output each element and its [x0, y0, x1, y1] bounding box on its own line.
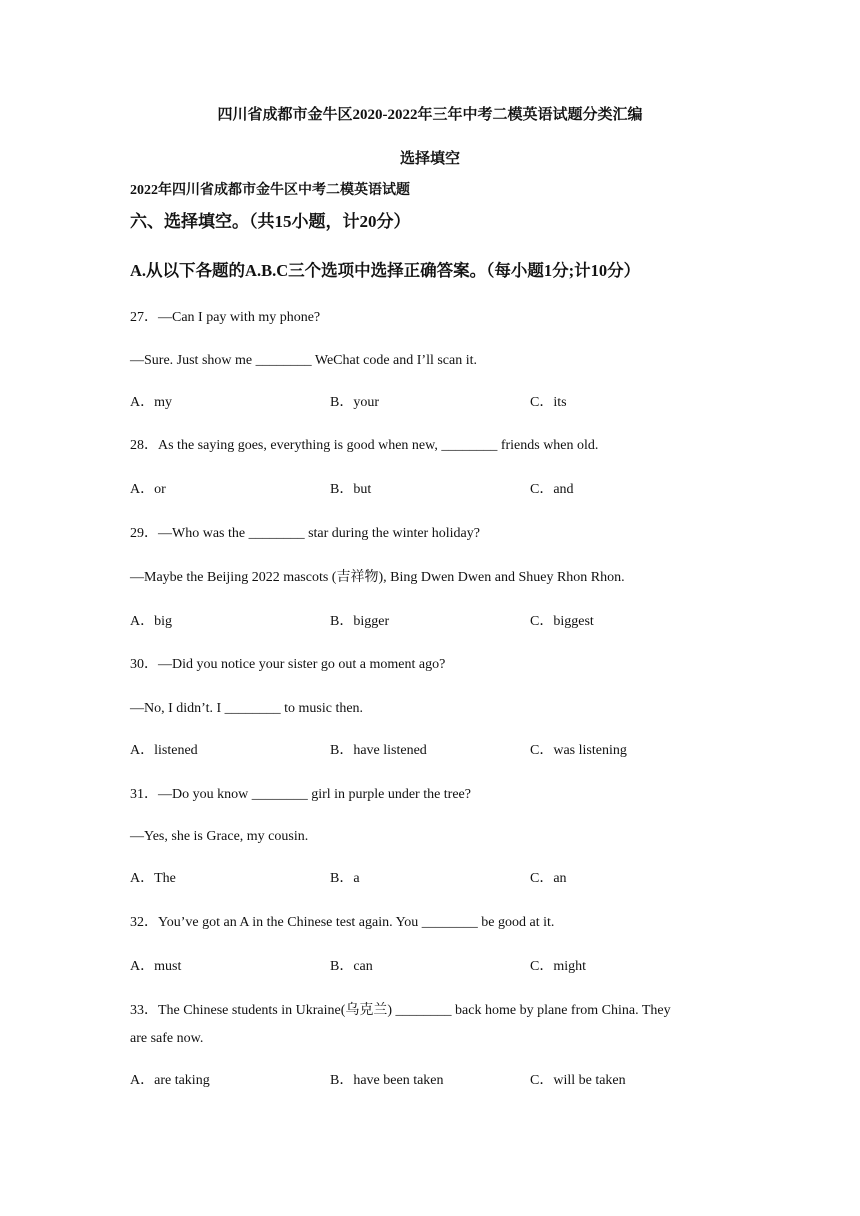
- option-b: B．bigger: [330, 614, 390, 629]
- option-a: A．big: [130, 614, 172, 629]
- question-stem: are safe now.: [130, 1031, 204, 1046]
- question-stem: 29．—Who was the ________ star during the winter holiday?: [130, 526, 480, 541]
- question-stem: —Yes, she is Grace, my cousin.: [130, 829, 309, 844]
- question-stem: —Sure. Just show me ________ WeChat code and I’ll scan it.: [130, 353, 478, 368]
- option-c: C．and: [530, 482, 574, 497]
- section-heading: 六、选择填空。（共15小题，计20分）: [130, 212, 411, 231]
- question-stem: —Maybe the Beijing 2022 mascots (吉祥物), Bing Dwen Dwen and Shuey Rhon Rhon.: [130, 570, 625, 585]
- question-stem: 31．—Do you know ________ girl in purple under the tree?: [130, 787, 471, 802]
- question-stem: 28．As the saying goes, everything is good when new, ________ friends when old.: [130, 438, 599, 453]
- question-stem: 33．The Chinese students in Ukraine(乌克兰) ________ back home by plane from China. They: [130, 1003, 671, 1018]
- document-title: 四川省成都市金牛区2020-2022年三年中考二模英语试题分类汇编: [217, 107, 643, 123]
- option-b: B．a: [330, 871, 360, 886]
- question-stem: 27．—Can I pay with my phone?: [130, 310, 321, 325]
- question-stem: 30．—Did you notice your sister go out a moment ago?: [130, 657, 446, 672]
- option-c: C．an: [530, 871, 567, 886]
- section-sub-heading: A.从以下各题的A.B.C三个选项中选择正确答案。（每小题1分;计10分）: [130, 261, 641, 280]
- option-a: A．my: [130, 395, 172, 410]
- option-a: A．or: [130, 482, 166, 497]
- option-c: C．its: [530, 395, 567, 410]
- option-b: B．have been taken: [330, 1073, 444, 1088]
- option-a: A．The: [130, 871, 176, 886]
- option-b: B．can: [330, 959, 373, 974]
- option-b: B．but: [330, 482, 372, 497]
- question-stem: —No, I didn’t. I ________ to music then.: [130, 701, 364, 716]
- option-b: B．your: [330, 395, 379, 410]
- option-c: C．biggest: [530, 614, 594, 629]
- option-b: B．have listened: [330, 743, 427, 758]
- option-a: A．must: [130, 959, 182, 974]
- exam-source: 2022年四川省成都市金牛区中考二模英语试题: [130, 183, 410, 198]
- option-c: C．was listening: [530, 743, 627, 758]
- document-subtitle: 选择填空: [399, 151, 460, 167]
- option-a: A．listened: [130, 743, 198, 758]
- question-stem: 32．You’ve got an A in the Chinese test again. You ________ be good at it.: [130, 915, 555, 930]
- option-a: A．are taking: [130, 1073, 210, 1088]
- option-c: C．might: [530, 959, 587, 974]
- option-c: C．will be taken: [530, 1073, 626, 1088]
